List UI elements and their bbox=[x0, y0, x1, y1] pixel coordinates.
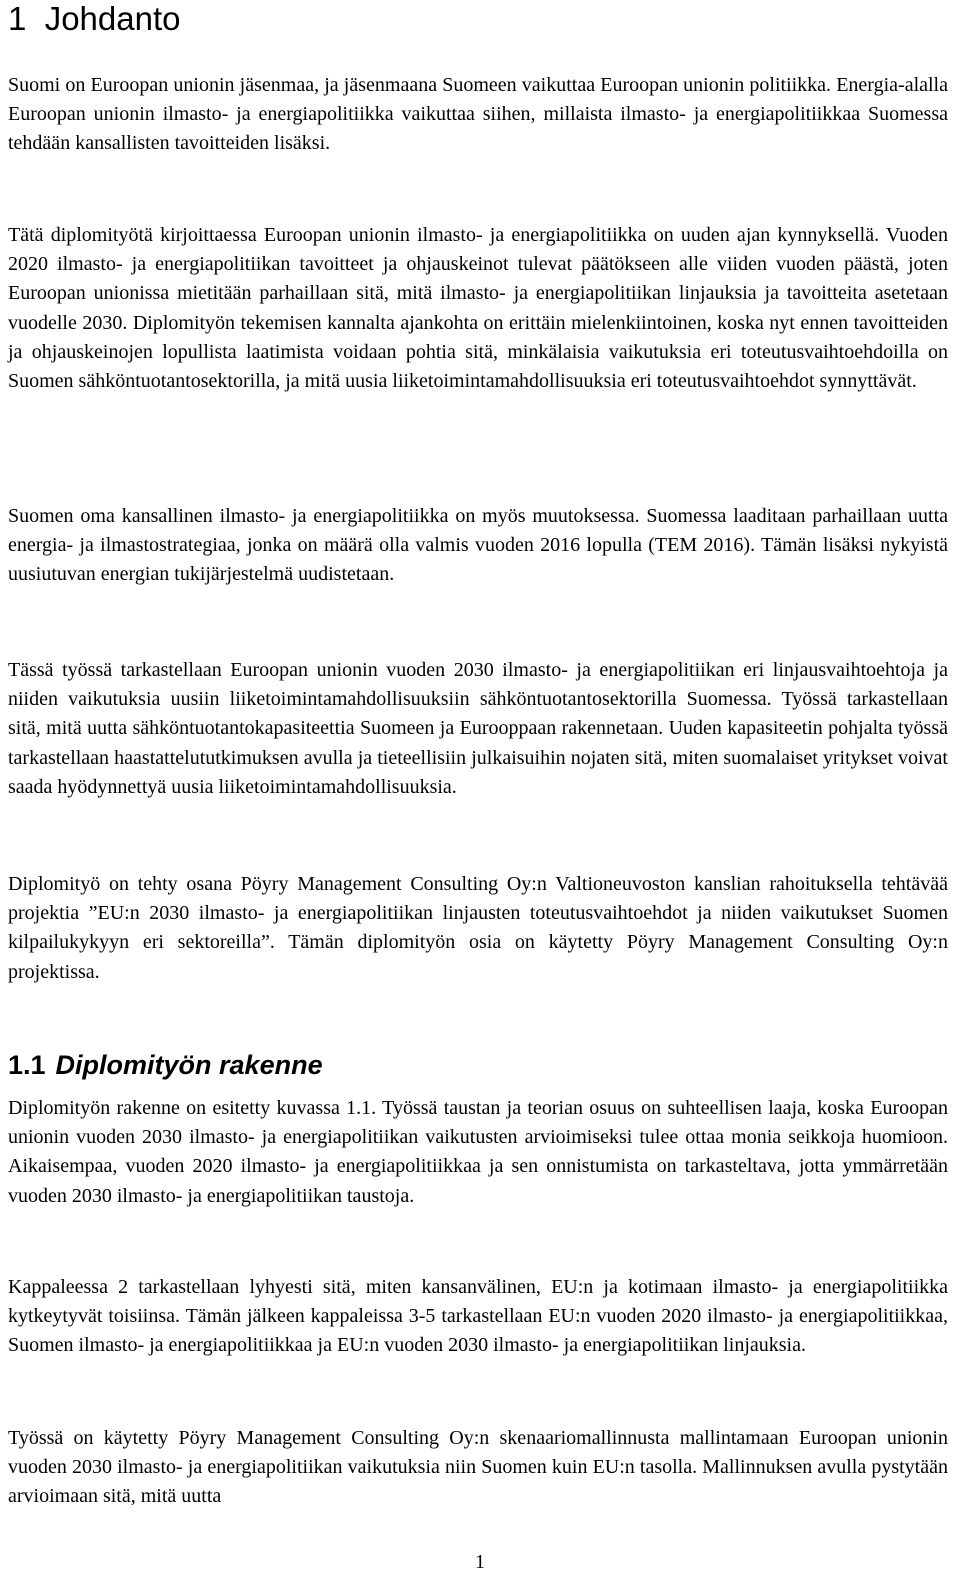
sub-paragraph-3: Työssä on käytetty Pöyry Management Consulting Oy:n skenaariomallinnusta mallintamaan Euroopan unionin vuoden 2030 ilmasto- ja energiapolitiikan vaikutuksia niin Suomen kuin EU:n tasolla. Mallinnuksen avulla pystytään arvioimaan sitä, mitä uutta bbox=[8, 1427, 948, 1508]
chapter-title: Johdanto bbox=[44, 0, 181, 37]
section-title: Diplomityön rakenne bbox=[55, 1050, 323, 1080]
section-number: 1.1 bbox=[8, 1050, 46, 1080]
paragraph-4: Tässä työssä tarkastellaan Euroopan unionin vuoden 2030 ilmasto- ja energiapolitiikan eri linjausvaihtoehtoja ja niiden vaikutuksia uusiin liiketoimintamahdollisuuksiin sähköntuotantosektorilla Suomessa. Työssä tarkastellaan sitä, mitä uutta sähköntuotantokapasiteettia Suomeen ja Eurooppaan rakennetaan. Uuden kapasiteetin pohjalta työssä tarkastellaan haastattelututkimuksen avulla ja tieteellisiin julkaisuihin nojaten sitä, miten suomalaiset yritykset voivat saada hyödynnettyä uusia liiketoimintamahdollisuuksia. bbox=[8, 659, 948, 798]
paragraph-5: Diplomityö on tehty osana Pöyry Management Consulting Oy:n Valtioneuvoston kanslian rahoituksella tehtävää projektia ”EU:n 2030 ilmasto- ja energiapolitiikan linjausten toteutusvaihtoehdot ja niiden vaikutukset Suomen kilpailukykyyn eri sektoreilla”. Tämän diplomityön osia on käytetty Pöyry Management Consulting Oy:n projektissa. bbox=[8, 873, 948, 983]
sub-paragraph-2: Kappaleessa 2 tarkastellaan lyhyesti sitä, miten kansanvälinen, EU:n ja kotimaan ilmasto- ja energiapolitiikka kytkeytyvät toisiinsa. Tämän jälkeen kappaleissa 3-5 tarkastellaan EU:n vuoden 2020 ilmasto- ja energiapolitiikkaa, Suomen ilmasto- ja energiapolitiikkaa ja EU:n vuoden 2030 ilmasto- ja energiapolitiikan linjauksia. bbox=[8, 1276, 948, 1357]
paragraph-3: Suomen oma kansallinen ilmasto- ja energiapolitiikka on myös muutoksessa. Suomessa laaditaan parhaillaan uutta energia- ja ilmastostrategiaa, jonka on määrä olla valmis vuoden 2016 lopulla (TEM 2016). Tämän lisäksi nykyistä uusiutuvan energian tukijärjestelmä uudistetaan. bbox=[8, 505, 948, 586]
page-number: 1 bbox=[475, 1551, 485, 1573]
section-heading bbox=[8, 1048, 948, 1082]
paragraph-1: Suomi on Euroopan unionin jäsenmaa, ja jäsenmaana Suomeen vaikuttaa Euroopan unionin politiikka. Energia-alalla Euroopan unionin ilmasto- ja energiapolitiikka vaikuttaa siihen, millaista ilmasto- ja energiapolitiikkaa Suomessa tehdään kansallisten tavoitteiden lisäksi. bbox=[8, 74, 948, 155]
sub-paragraph-1: Diplomityön rakenne on esitetty kuvassa 1.1. Työssä taustan ja teorian osuus on suhteellisen laaja, koska Euroopan unionin vuoden 2030 ilmasto- ja energiapolitiikan vaikutusten arvioimiseksi tulee ottaa monia seikkoja huomioon. Aikaisempaa, vuoden 2020 ilmasto- ja energiapolitiikkaa ja sen onnistumista on tarkasteltava, jotta ymmärretään vuoden 2030 ilmasto- ja energiapolitiikan taustoja. bbox=[8, 1097, 948, 1207]
chapter-heading bbox=[8, 0, 181, 38]
chapter-number: 1 bbox=[8, 0, 27, 37]
paragraph-2: Tätä diplomityötä kirjoittaessa Euroopan unionin ilmasto- ja energiapolitiikka on uuden ajan kynnyksellä. Vuoden 2020 ilmasto- ja energiapolitiikan tavoitteet ja ohjauskeinot tulevat päätökseen alle viiden vuoden päästä, joten Euroopan unionissa mietitään parhaillaan sitä, mitä ilmasto- ja energiapolitiikan linjauksia ja tavoitteita asetetaan vuodelle 2030. Diplomityön tekemisen kannalta ajankohta on erittäin mielenkiintoinen, koska nyt ennen tavoitteiden ja ohjauskeinojen lopullista laatimista voidaan pohtia sitä, minkälaisia vaikutuksia eri toteutusvaihtoehdoilla on Suomen sähköntuotantosektorilla, ja mitä uusia liiketoimintamahdollisuuksia eri toteutusvaihtoehdot synnyttävät. bbox=[8, 224, 948, 393]
